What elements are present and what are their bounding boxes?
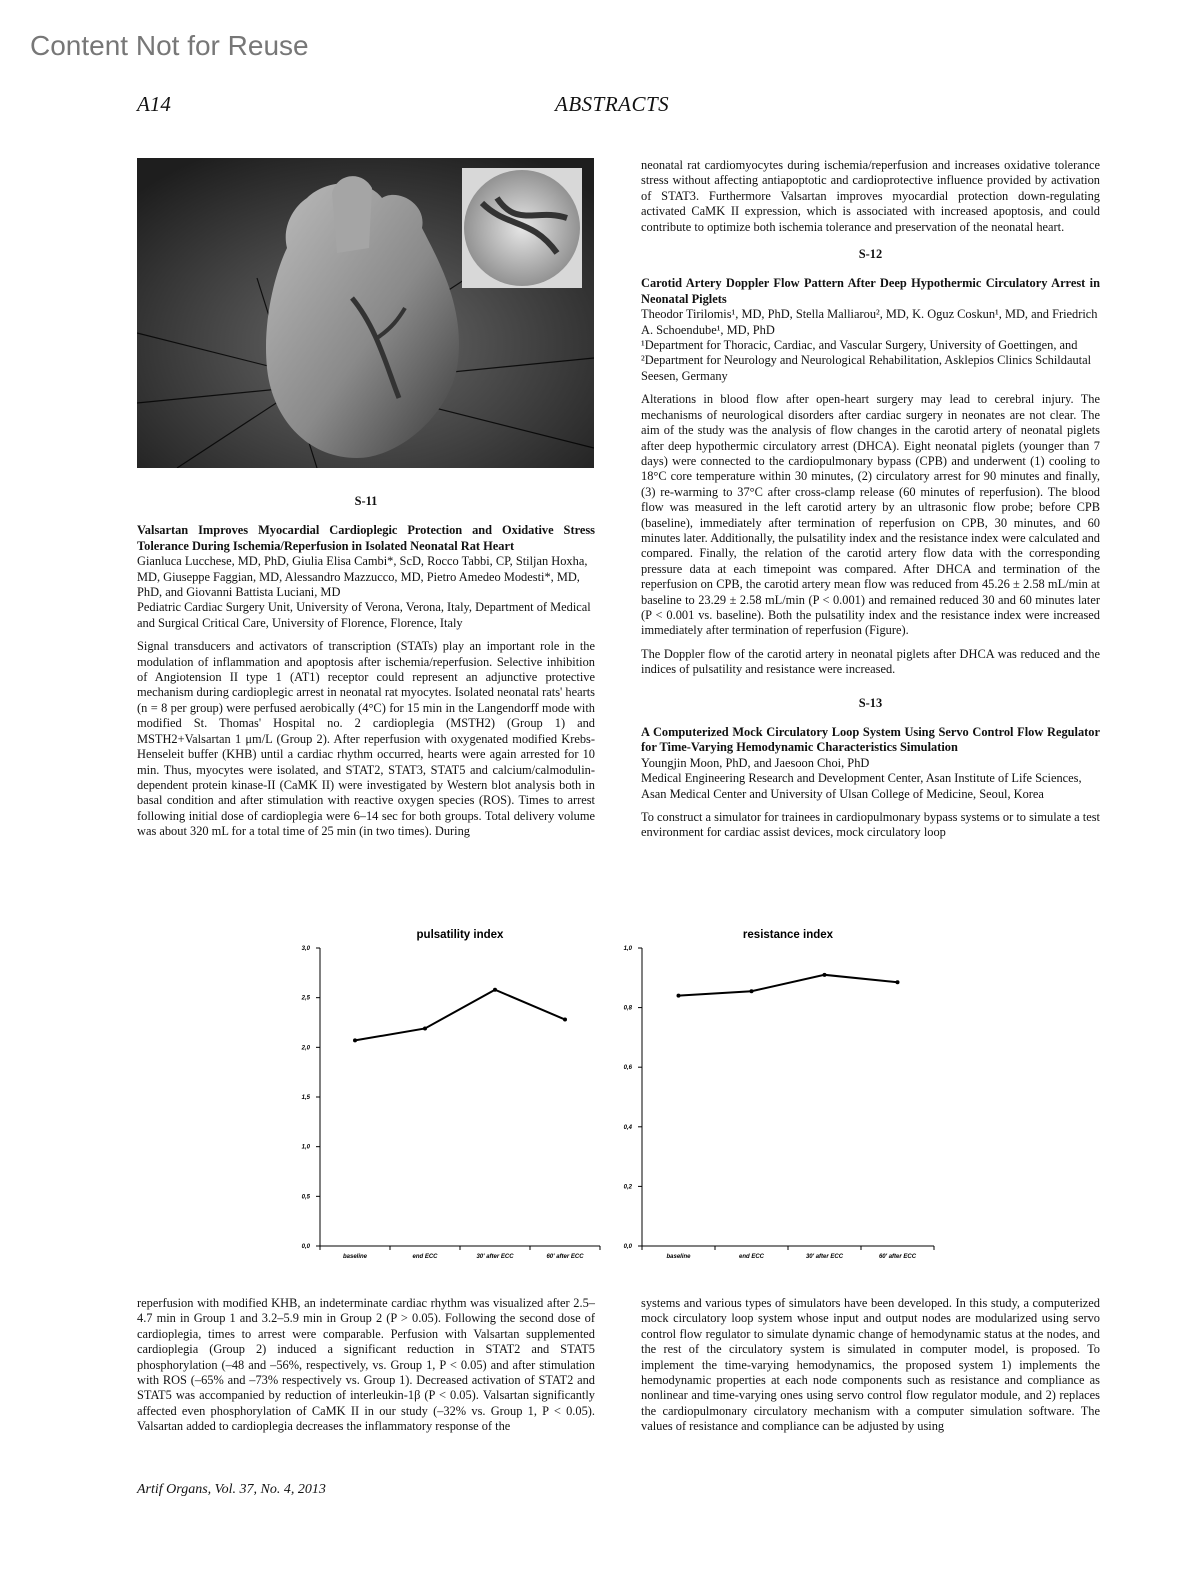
y-tick-label: 0,0 [301,1244,310,1250]
line-charts [280,920,960,1260]
y-tick-label: 2,5 [301,995,310,1002]
y-tick-label: 3,0 [301,946,310,952]
abstract-s11-conclusion: neonatal rat cardiomyocytes during ischemia/reperfusion and increases oxidative tolerance stress without affecting antiapoptotic and cardioprotective influence provided by activation of STAT3. Furthermore Valsartan improves myocardial protection down-regulating activated CaMK II expression, which is associated with increased apoptosis, and could contribute to optimize both ischemia tolerance and preservation of the neonatal heart. [641,158,1100,234]
abstract-authors: Gianluca Lucchese, MD, PhD, Giulia Elisa Cambi*, ScD, Rocco Tabbi, CP, Stiljan Hoxha, MD, Giuseppe Faggian, MD, Alessandro Mazzucco, MD, Pietro Amedeo Modesti*, MD, PhD, and Giovanni Battista Luciani, MD [137,554,588,600]
abstract-title: Valsartan Improves Myocardial Cardioplegic Protection and Oxidative Stress Tolerance During Ischemia/Reperfusion in Isolated Neonatal Rat Heart [137,523,595,553]
y-tick-label: 0,5 [301,1194,310,1201]
data-point [677,994,681,998]
abstract-body: Alterations in blood flow after open-heart surgery may lead to cerebral injury. The mechanisms of neurological disorders after cardiac surgery in neonates are not clear. The aim of the study was the analysis of flow changes in the carotid artery of neonatal piglets after deep hypothermic circulatory arrest (DHCA). Eight neonatal piglets (younger than 7 days) were connected to the cardiopulmonary bypass (CPB) and underwent (1) cooling to 18°C core temperature within 30 minutes, (2) circulatory arrest for 90 minutes and finally, (3) re-warming to 37°C after cross-clamp release (60 minutes of reperfusion). The blood flow was measured in the left carotid artery by an ultrasonic flow probe; before CPB (baseline), immediately after termination of reperfusion on CPB, 30 minutes, and 60 minutes later. Additionally, the pulsatility index and the resistance index were calculated and compared. Finally, the relation of the carotid artery flow data with the corresponding pressure data at each timepoint was compared. After DHCA and termination of the reperfusion on CPB, the carotid artery mean flow was reduced from 45.26 ± 2.58 mL/min at baseline to 23.29 ± 2.58 mL/min (P < 0.001) and remained reduced 30 and 60 minutes later (P < 0.001 vs. baseline). Both the pulsatility index and the resistance index were increased immediately after termination of reperfusion (Figure). [641,392,1100,638]
heart-model-image [137,158,594,468]
x-tick-label: 30' after ECC [805,1254,844,1260]
data-point [423,1026,427,1030]
series-line [679,975,898,996]
figure-charts [280,920,960,1260]
abstract-affiliation: ¹Department for Thoracic, Cardiac, and Vascular Surgery, University of Goettingen, and ²Department for Neurology and Neurological Rehabilitation, Asklepios Clinics Schildautal Seesen, Germany [641,338,1092,383]
right-column-top [641,158,1100,849]
abstract-s11-continued [137,1296,595,1443]
data-point [353,1038,357,1042]
section-heading: ABSTRACTS [555,92,670,116]
abstract-number: S-11 [354,494,378,508]
data-point [823,973,827,977]
y-tick-label: 2,0 [301,1045,310,1052]
data-point [750,989,754,993]
abstract-body-continued: reperfusion with modified KHB, an indeterminate cardiac rhythm was visualized after 2.5–4.7 min in Group 1 and 3.2–5.9 min in Group 2 (P > 0.05). Following the second dose of cardioplegia, times to arrest were comparable. Perfusion with Valsartan supplemented cardioplegia (Group 2) induced a significant reduction in STAT2 and STAT5 phosphorylation (–48 and –56%, respectively, vs. Group 1, P < 0.05) and after stimulation with ROS (–65% and –73% respectively vs. Group 1). Decreased activation of STAT2 and STAT5 was accompanied by reduction of interleukin-1β (P < 0.05). Valsartan significantly affected even phosphorylation of CaMK II in our study (–32% vs. Group 1, P < 0.05). Valsartan added to cardioplegia decreases the inflammatory response of the [137,1296,595,1434]
abstract-number: S-12 [858,247,883,262]
abstract-body-continued: systems and various types of simulators have been developed. In this study, a computerized mock circulatory loop system whose input and output nodes are modularized using servo control flow regulator to simulate dynamic change of hemodynamic status at the nodes, and the rest of the circulatory system is simulated in computer model, is proposed. To implement the time-varying hemodynamics, the proposed system 1) implements the hemodynamic properties at each node components such as resistance and compliance as nonlinear and time-varying ones using servo control flow regulator module, and 2) replaces the cardiopulmonary circulatory mechanism with a computer simulation software. The values of resistance and compliance can be adjusted by using [641,1296,1100,1434]
chart-title: resistance index [742,929,834,941]
abstract-authors: Theodor Tirilomis¹, MD, PhD, Stella Malliarou², MD, K. Oguz Coskun¹, MD, and Friedrich A. Schoendube¹, MD, PhD [641,307,1098,337]
y-tick-label: 0,8 [623,1005,632,1012]
chart-title: pulsatility index [416,929,504,941]
x-tick-label: end ECC [412,1254,438,1260]
heart-model-figure [137,158,594,468]
y-tick-label: 1,5 [301,1095,310,1101]
watermark: Content Not for Reuse [30,30,309,61]
abstract-conclusion: The Doppler flow of the carotid artery in neonatal piglets after DHCA was reduced and the indices of pulsatility and resistance were increased. [641,646,1100,677]
abstract-number: S-13 [858,695,883,710]
series-line [355,990,565,1041]
x-tick-label: baseline [666,1254,691,1260]
abstract-body: Signal transducers and activators of transcription (STATs) play an important role in the modulation of inflammation and apoptosis after ischemia/reperfusion. Selective inhibition of Angiotension II type 1 (AT1) receptor could represent an adjunctive protective mechanism during cardioplegic arrest in neonatal rat myocytes. Isolated neonatal rats' hearts (n = 8 per group) were perfused aerobically (4°C) for 15 min in the Langendorff mode with modified St. Thomas' Hospital no. 2 cardioplegia (MSTH2) (Group 1) and MSTH2+Valsartan 1 μm/L (Group 2). After reperfusion with oxygenated modified Krebs-Henseleit buffer (KHB) until a cardiac rhythm occurred, hearts were again arrested for 10 min. Thus, myocytes were isolated, and STAT2, STAT3, STAT5 and calcium/calmodulin-dependent protein kinase-II (CaMK II) were investigated by Western blot analysis both in basal condition and after stimulation with reactive oxygen species (ROS). Times to arrest following initial dose of cardioplegia were 6–14 sec for both groups. Total delivery volume was about 320 mL for a total time of 25 min (in two times). During [137,639,595,839]
data-point [896,980,900,984]
abstract-s13-continued [641,1296,1100,1443]
y-tick-label: 0,6 [623,1065,632,1072]
x-tick-label: baseline [342,1254,368,1260]
y-tick-label: 0,4 [623,1124,632,1131]
x-tick-label: 60' after ECC [546,1254,584,1260]
y-tick-label: 0,0 [623,1244,632,1250]
abstract-body: To construct a simulator for trainees in cardiopulmonary bypass systems or to simulate a test environment for cardiac assist devices, mock circulatory loop [641,810,1100,840]
abstract-title: Carotid Artery Doppler Flow Pattern After Deep Hypothermic Circulatory Arrest in Neonatal Piglets [641,276,1100,306]
y-tick-label: 1,0 [623,946,632,952]
abstract-affiliation: Pediatric Cardiac Surgery Unit, University of Verona, Verona, Italy, Department of Medical and Surgical Critical Care, University of Florence, Florence, Italy [137,600,591,630]
x-tick-label: 60' after ECC [878,1254,917,1260]
data-point [493,988,497,992]
abstract-title: A Computerized Mock Circulatory Loop System Using Servo Control Flow Regulator for Time-Varying Hemodynamic Characteristics Simulation [641,725,1100,755]
abstract-affiliation: Medical Engineering Research and Development Center, Asan Institute of Life Sciences, Asan Medical Center and University of Ulsan College of Medicine, Seoul, Korea [641,771,1082,801]
abstract-s11 [137,490,595,848]
abstract-authors: Youngjin Moon, PhD, and Jaesoon Choi, PhD [641,755,870,770]
y-tick-label: 1,0 [301,1144,310,1151]
y-tick-label: 0,2 [623,1184,632,1191]
data-point [563,1018,567,1022]
journal-footer: Artif Organs, Vol. 37, No. 4, 2013 [137,1482,326,1497]
x-tick-label: end ECC [738,1254,765,1260]
x-tick-label: 30' after ECC [476,1254,514,1260]
page-number: A14 [137,92,171,116]
